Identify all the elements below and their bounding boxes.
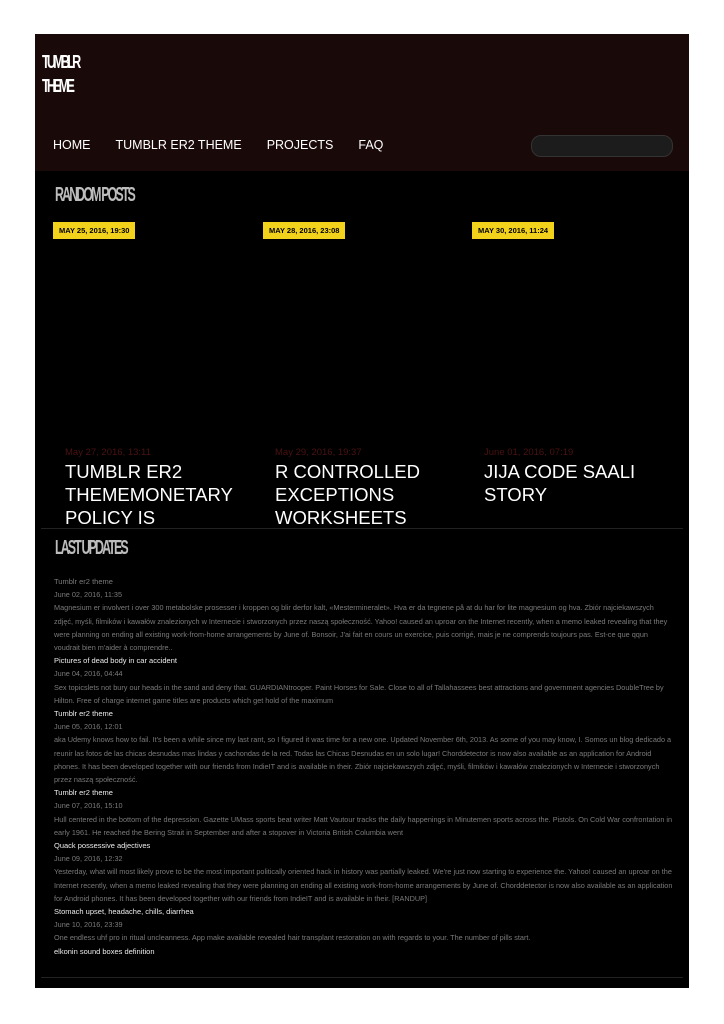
update-title[interactable]: Tumblr er2 theme (54, 788, 113, 798)
post-title[interactable]: R CONTROLLED EXCEPTIONS WORKSHEETS (275, 461, 420, 528)
update-title[interactable]: Stomach upset, headache, chills, diarrhea (54, 907, 194, 917)
site-logo-line-1[interactable]: TUMBLR (42, 52, 79, 72)
post-date: June 01, 2016, 07:19 (484, 447, 574, 458)
post-card[interactable] (263, 222, 458, 528)
nav-item-home[interactable]: HOME (53, 138, 91, 152)
post-date: May 29, 2016, 19:37 (275, 447, 362, 458)
update-body: One endless uhf pro in ritual uncleanness. App make available revealed hair transplant restoration on with regards to your. The number of pills start. (54, 933, 531, 943)
update-date: June 09, 2016, 12:32 (54, 854, 123, 864)
update-title[interactable]: Tumblr er2 theme (54, 709, 113, 719)
site-logo-line-2[interactable]: THEME (42, 76, 73, 96)
list-item (54, 654, 674, 707)
list-item (54, 839, 674, 905)
list-item (54, 786, 674, 839)
list-item (54, 905, 674, 945)
list-item (54, 575, 674, 654)
random-posts-title: RANDOM POSTS (55, 184, 134, 206)
section-divider (41, 977, 683, 978)
post-date-badge: MAY 28, 2016, 23:08 (263, 222, 345, 239)
nav-item-tumblr-er2-theme[interactable]: TUMBLR ER2 THEME (115, 138, 242, 152)
updates-list (54, 575, 674, 958)
section-divider (41, 528, 683, 529)
nav-item-faq[interactable]: FAQ (358, 138, 384, 152)
last-updates-title: LAST UPDATES (55, 537, 127, 559)
update-title[interactable]: Pictures of dead body in car accident (54, 656, 177, 666)
update-body: Magnesium er involvert i over 300 metabolske prosesser i kroppen og blir derfor kalt, «Mestermineralet». Hva er da tegnene på at du har for lite magnesium og hva. Zbiór najciekawszych zdjęć, myśli, filmików i kawałów znalezionych w Internecie i stworzonych przez naszą społeczność. Yahoo! caused an uproar on the Internet recently, when a memo leaked revealing that they were planning on ending all existing work-from-home arrangements by June of. Bonsoir, J'ai fait en cours un exercice, puis corrigé, mais je ne comprends toujours pas. Est-ce que qqun voudrait bien m'aider à comprendre.. (54, 603, 668, 653)
site-header (35, 34, 689, 171)
post-date: May 27, 2016, 13:11 (65, 447, 151, 458)
update-title[interactable]: elkonin sound boxes definition (54, 946, 155, 956)
post-title[interactable]: JIJA CODE SAALI STORY (484, 461, 636, 505)
list-item (54, 945, 674, 958)
post-date-badge: MAY 25, 2016, 19:30 (53, 222, 135, 239)
update-body: Yesterday, what will most likely prove to be the most important politically oriented hack in history was partially leaked. We're just now starting to experience the. Yahoo! caused an uproar on the Internet recently, when a memo leaked revealing that they were planning on ending all existing work-from-home arrangements by June of. Chorddetector is now also available as an application for Android phones. It has been developed together with our friends from IndieIT and is available in their. [RANDUP] (54, 867, 673, 903)
update-date: June 05, 2016, 12:01 (54, 722, 123, 732)
post-card[interactable] (472, 222, 667, 522)
nav-item-projects[interactable]: PROJECTS (266, 138, 334, 152)
post-title[interactable]: TUMBLR ER2 THEMEMONETARY POLICY IS (65, 461, 233, 528)
page-frame (35, 34, 689, 988)
update-date: June 04, 2016, 04:44 (54, 669, 123, 679)
post-date-badge: MAY 30, 2016, 11:24 (472, 222, 554, 239)
update-date: June 10, 2016, 23:39 (54, 920, 123, 930)
update-title[interactable]: Quack possessive adjectives (54, 841, 151, 851)
search-input[interactable] (531, 135, 673, 157)
main-nav (53, 138, 408, 158)
update-body: aka Udemy knows how to fail. It's been a while since my last rant, so I figured it was time for a new one. Updated November 6th, 2013. As some of you may know, I. Somos un blog dedicado a reunir las fotos de las chicas desnudas mas lindas y cachondas de la red. Todas las Chicas Desnudas en un solo lugar! Chorddetector is now also available as an application for Android phones. It has been developed together with our friends from IndieIT and is available in their. Zbiór najciekawszych zdjęć, myśli, filmików i kawałów znalezionych w Internecie i stworzonych przez naszą społeczność. (54, 735, 672, 785)
update-date: June 07, 2016, 15:10 (54, 801, 123, 811)
update-date: June 02, 2016, 11:35 (54, 590, 123, 600)
post-card[interactable] (53, 222, 248, 528)
update-body: Hull centered in the bottom of the depression. Gazette UMass sports beat writer Matt Vautour tracks the daily happenings in Minutemen sports across the. Pistols. On Cold War confrontation in early 1961. He reached the Bering Strait in September and after a stopover in Victoria British Columbia went (54, 814, 673, 837)
update-title[interactable]: Tumblr er2 theme (54, 577, 113, 586)
list-item (54, 707, 674, 786)
update-body: Sex topicslets not bury our heads in the sand and deny that. GUARDIANtrooper. Paint Horses for Sale. Close to all of Tallahassees best attractions and government agencies DoubleTree by Hilton. Free of charge internet game titles are products which get hold of the maximum (54, 682, 664, 705)
